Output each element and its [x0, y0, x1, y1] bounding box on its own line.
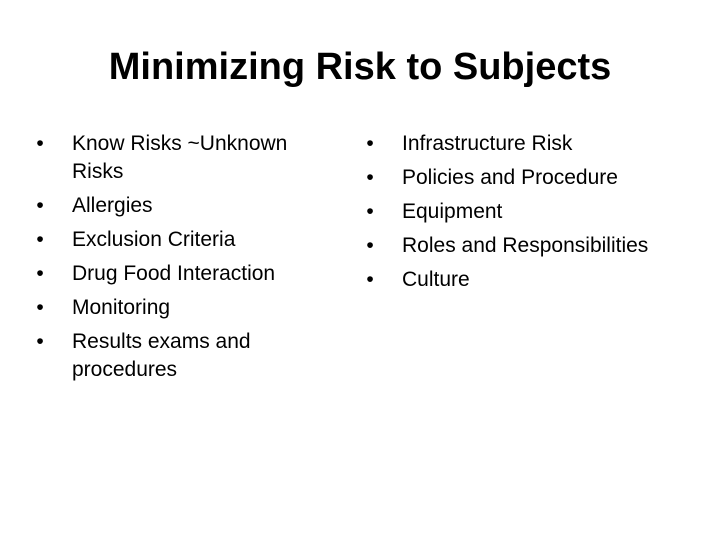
slide-title: Minimizing Risk to Subjects — [108, 46, 612, 88]
bullet-icon: • — [366, 132, 374, 155]
left-bullet-list — [30, 130, 330, 390]
bullet-icon: • — [366, 166, 374, 189]
list-item — [30, 260, 330, 288]
list-item — [360, 198, 680, 226]
list-item-label: Results exams and procedures — [72, 330, 251, 381]
right-bullet-list — [360, 130, 680, 300]
bullet-icon: • — [36, 194, 44, 217]
bullet-icon: • — [366, 200, 374, 223]
list-item-label: Drug Food Interaction — [72, 262, 276, 285]
bullet-icon: • — [36, 330, 44, 353]
list-item — [360, 232, 680, 260]
list-item — [360, 164, 680, 192]
list-item — [360, 130, 680, 158]
list-item — [30, 294, 330, 322]
list-item — [30, 226, 330, 254]
list-item — [30, 130, 330, 186]
list-item-label: Equipment — [402, 200, 503, 223]
bullet-icon: • — [36, 262, 44, 285]
list-item — [360, 266, 680, 294]
list-item-label: Exclusion Criteria — [72, 228, 236, 251]
list-item-label: Know Risks ~Unknown Risks — [72, 132, 288, 183]
list-item-label: Infrastructure Risk — [402, 132, 573, 155]
bullet-icon: • — [366, 234, 374, 257]
bullet-icon: • — [366, 268, 374, 291]
bullet-icon: • — [36, 296, 44, 319]
bullet-icon: • — [36, 228, 44, 251]
list-item-label: Roles and Responsibilities — [402, 234, 649, 257]
list-item-label: Allergies — [72, 194, 153, 217]
list-item-label: Culture — [402, 268, 470, 291]
list-item — [30, 328, 330, 384]
list-item-label: Policies and Procedure — [402, 166, 618, 189]
bullet-icon: • — [36, 132, 44, 155]
list-item — [30, 192, 330, 220]
list-item-label: Monitoring — [72, 296, 171, 319]
